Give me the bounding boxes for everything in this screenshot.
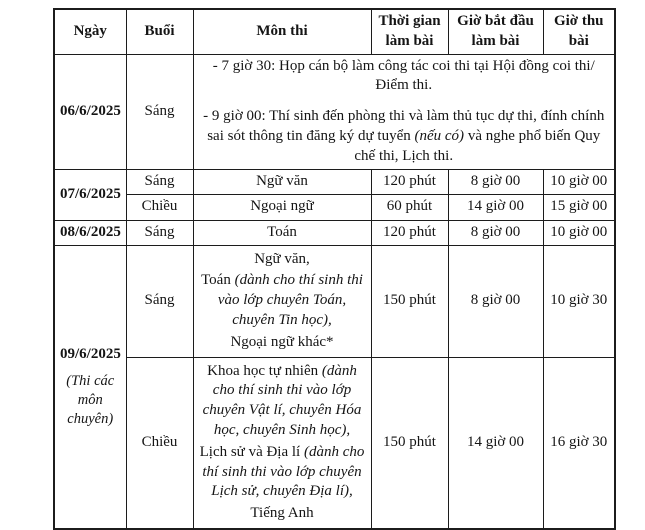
subject-natural-science bbox=[199, 362, 366, 441]
start-cell-june9-afternoon: 14 giờ 00 bbox=[448, 357, 543, 529]
session-cell-june8: Sáng bbox=[126, 220, 193, 245]
table-row-june6 bbox=[54, 54, 615, 169]
start-cell-june8: 8 giờ 00 bbox=[448, 220, 543, 245]
collect-cell-june7-afternoon: 15 giờ 00 bbox=[543, 194, 615, 220]
date-cell-june6: 06/6/2025 bbox=[54, 54, 126, 169]
subject-natural-science-label: Khoa học tự nhiên bbox=[207, 362, 322, 379]
subject-math-label: Toán bbox=[201, 272, 235, 289]
session-cell-june9-afternoon: Chiều bbox=[126, 357, 193, 529]
subject-cell-june7-morning: Ngữ văn bbox=[193, 169, 371, 194]
duration-cell-june9-morning: 150 phút bbox=[371, 245, 448, 357]
collect-cell-june9-afternoon: 16 giờ 30 bbox=[543, 357, 615, 529]
subject-history-geography-label: Lịch sử và Địa lí bbox=[199, 443, 304, 460]
duration-cell-june8: 120 phút bbox=[371, 220, 448, 245]
exam-schedule bbox=[53, 8, 616, 530]
session-cell-june7-afternoon: Chiều bbox=[126, 194, 193, 220]
date-cell-june8: 08/6/2025 bbox=[54, 220, 126, 245]
subject-other-language: Ngoại ngữ khác* bbox=[230, 333, 334, 350]
header-start-time: Giờ bắt đầu làm bài bbox=[448, 9, 543, 54]
table-row-june7-afternoon bbox=[54, 194, 615, 220]
header-collect-time: Giờ thu bài bbox=[543, 9, 615, 54]
subject-cell-june9-morning bbox=[193, 245, 371, 357]
subject-literature: Ngữ văn, bbox=[254, 250, 310, 267]
collect-cell-june8: 10 giờ 00 bbox=[543, 220, 615, 245]
collect-cell-june9-morning: 10 giờ 30 bbox=[543, 245, 615, 357]
subject-natural-science-note: (dành cho thí sinh thi vào lớp chuyên Vật lí, chuyên Hóa học, chuyên Sinh học), bbox=[202, 362, 362, 438]
note-procedures-italic: (nếu có) bbox=[414, 127, 465, 144]
header-duration: Thời gian làm bài bbox=[371, 9, 448, 54]
note-meeting: - 7 giờ 30: Họp cán bộ làm công tác coi thi tại Hội đồng coi thi/Điểm thi. bbox=[212, 57, 595, 94]
start-cell-june7-afternoon: 14 giờ 00 bbox=[448, 194, 543, 220]
session-cell-june7-morning: Sáng bbox=[126, 169, 193, 194]
subject-english: Tiếng Anh bbox=[250, 505, 314, 522]
session-cell-june6: Sáng bbox=[126, 54, 193, 169]
collect-cell-june7-morning: 10 giờ 00 bbox=[543, 169, 615, 194]
header-session: Buổi bbox=[126, 9, 193, 54]
exam-schedule-table bbox=[53, 8, 616, 530]
note-procedures-end: và nghe phổ biến Quy chế thi, Lịch thi. bbox=[354, 127, 601, 164]
note-procedures-start: - 9 giờ 00: Thí sinh đến phòng thi và làm thủ tục dự thi, đính chính sai sót thông tin đăng ký dự tuyển bbox=[203, 108, 605, 144]
table-row-june8 bbox=[54, 220, 615, 245]
table-row-june9-morning bbox=[54, 245, 615, 357]
subject-cell-june7-afternoon: Ngoại ngữ bbox=[193, 194, 371, 220]
duration-cell-june7-afternoon: 60 phút bbox=[371, 194, 448, 220]
table-row-june9-afternoon bbox=[54, 357, 615, 529]
start-cell-june7-morning: 8 giờ 00 bbox=[448, 169, 543, 194]
duration-cell-june7-morning: 120 phút bbox=[371, 169, 448, 194]
start-cell-june9-morning: 8 giờ 00 bbox=[448, 245, 543, 357]
table-row-june7-morning bbox=[54, 169, 615, 194]
subject-cell-june8: Toán bbox=[193, 220, 371, 245]
subject-history-geography bbox=[199, 443, 366, 502]
header-subject: Môn thi bbox=[193, 9, 371, 54]
header-row bbox=[54, 9, 615, 54]
duration-cell-june9-afternoon: 150 phút bbox=[371, 357, 448, 529]
subject-math-specialized bbox=[199, 271, 366, 330]
subject-cell-june9-afternoon bbox=[193, 357, 371, 529]
note-procedures bbox=[199, 107, 610, 166]
date-cell-june9 bbox=[54, 245, 126, 529]
notes-cell-june6 bbox=[193, 54, 615, 169]
date-cell-june7: 07/6/2025 bbox=[54, 169, 126, 220]
session-cell-june9-morning: Sáng bbox=[126, 245, 193, 357]
date-note-june9: (Thi các môn chuyên) bbox=[66, 373, 115, 428]
date-june9: 09/6/2025 bbox=[60, 345, 121, 362]
header-date: Ngày bbox=[54, 9, 126, 54]
subject-history-geography-note: (dành cho thí sinh thi vào lớp chuyên Lịch sử, chuyên Địa lí), bbox=[202, 443, 365, 500]
subject-math-note: (dành cho thí sinh thi vào lớp chuyên Toán, chuyên Tin học), bbox=[217, 272, 363, 328]
